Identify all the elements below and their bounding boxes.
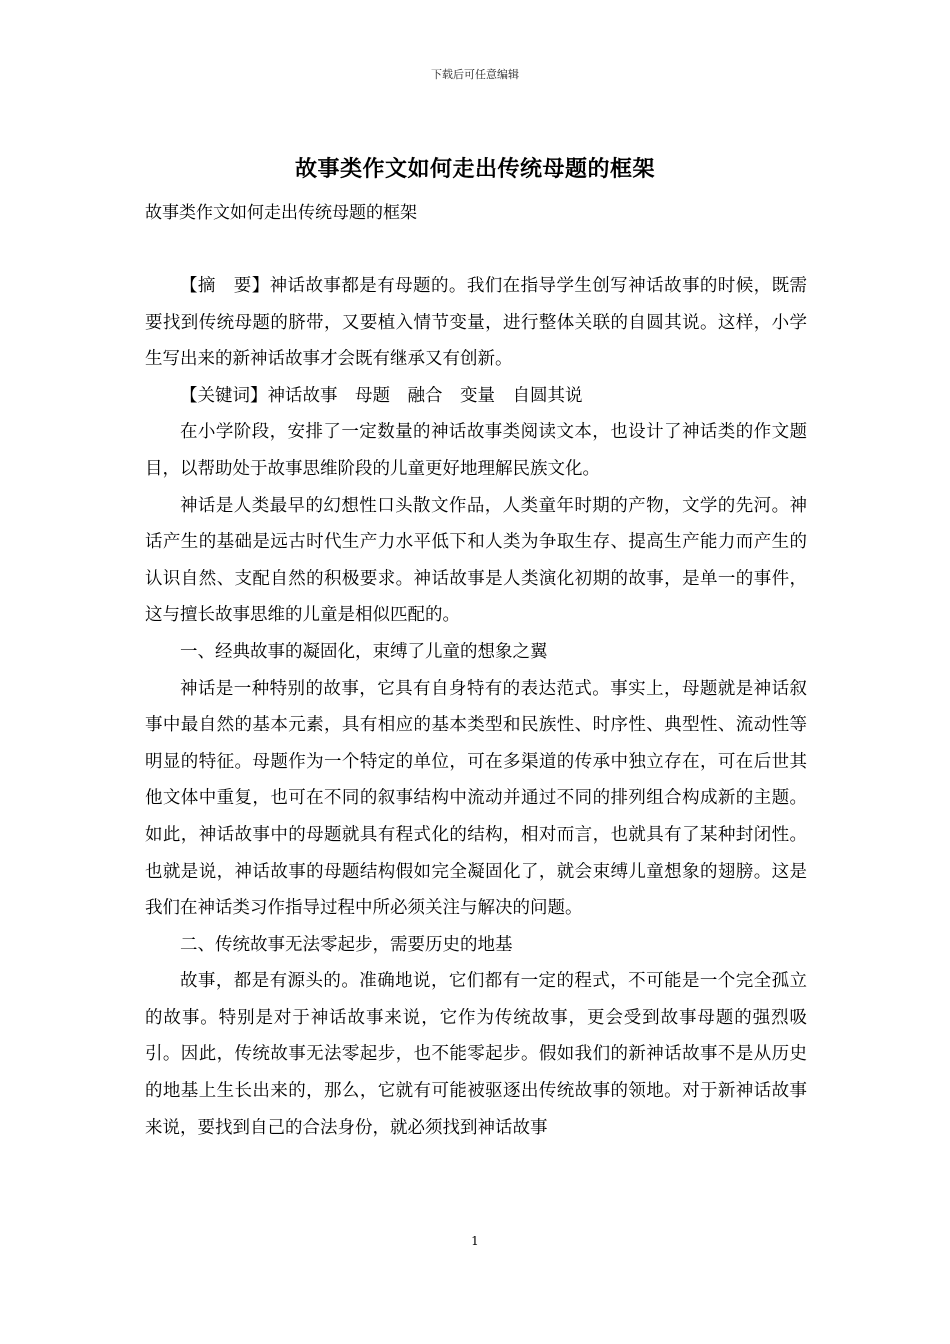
body-paragraph: 故事，都是有源头的。准确地说，它们都有一定的程式，不可能是一个完全孤立的故事。特别是对于神话故事来说，它作为传统故事，更会受到故事母题的强烈吸引。因此，传统故事无法零起步，也不能零起步。假如我们的新神话故事不是从历史的地基上生长出来的，那么，它就有可能被驱逐出传统故事的领地。对于新神话故事来说，要找到自己的合法身份，就必须找到神话故事 — [145, 971, 807, 1138]
header-note: 下载后可任意编辑 — [431, 68, 519, 81]
body-paragraph: 神话是人类最早的幻想性口头散文作品，人类童年时期的产物，文学的先河。神话产生的基础是远古时代生产力水平低下和人类为争取生存、提高生产能力而产生的认识自然、支配自然的积极要求。神话故事是人类演化初期的故事，是单一的事件，这与擅长故事思维的儿童是相似匹配的。 — [145, 495, 807, 626]
keywords-paragraph: 【关键词】神话故事 母题 融合 变量 自圆其说 — [180, 385, 583, 406]
section-heading: 二、传统故事无法零起步，需要历史的地基 — [180, 934, 513, 955]
document-subtitle: 故事类作文如何走出传统母题的框架 — [145, 203, 417, 223]
abstract-paragraph: 【摘 要】神话故事都是有母题的。我们在指导学生创写神话故事的时候，既需要找到传统母题的脐带，又要植入情节变量，进行整体关联的自圆其说。这样，小学生写出来的新神话故事才会既有继承又有创新。 — [145, 276, 807, 370]
section-heading: 一、经典故事的凝固化，束缚了儿童的想象之翼 — [180, 641, 548, 662]
body-paragraph: 在小学阶段，安排了一定数量的神话故事类阅读文本，也设计了神话类的作文题目，以帮助处于故事思维阶段的儿童更好地理解民族文化。 — [145, 422, 807, 479]
document-body — [145, 268, 807, 1146]
document-title: 故事类作文如何走出传统母题的框架 — [294, 156, 655, 182]
page-number: 1 — [471, 1234, 479, 1248]
body-paragraph: 神话是一种特别的故事，它具有自身特有的表达范式。事实上，母题就是神话叙事中最自然的基本元素，具有相应的基本类型和民族性、时序性、典型性、流动性等明显的特征。母题作为一个特定的单位，可在多渠道的传承中独立存在，可在后世其他文体中重复，也可在不同的叙事结构中流动并通过不同的排列组合构成新的主题。如此，神话故事中的母题就具有程式化的结构，相对而言，也就具有了某种封闭性。也就是说，神话故事的母题结构假如完全凝固化了，就会束缚儿童想象的翅膀。这是我们在神话类习作指导过程中所必须关注与解决的问题。 — [145, 678, 807, 919]
